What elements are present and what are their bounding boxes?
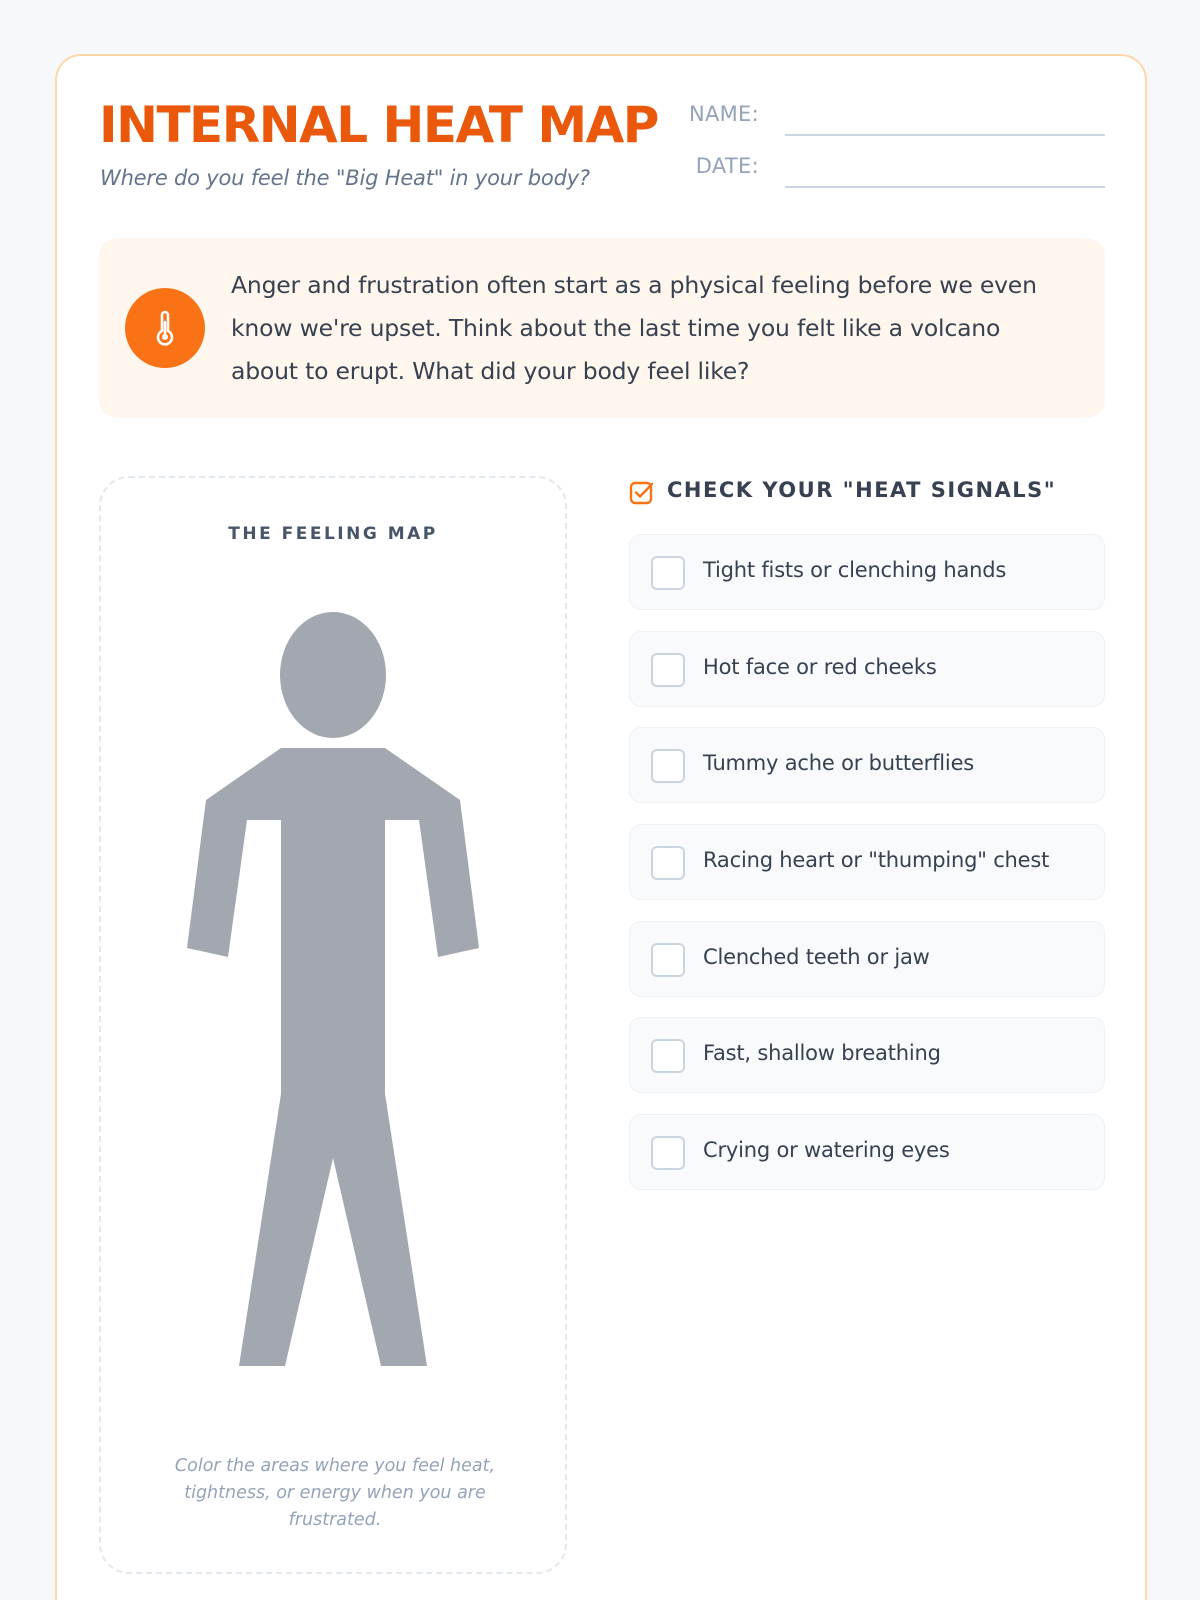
checklist-item-label: Racing heart or "thumping" chest bbox=[703, 848, 1050, 873]
checklist-item[interactable] bbox=[629, 824, 1105, 900]
checklist-heading-text: CHECK YOUR "HEAT SIGNALS" bbox=[667, 478, 1057, 502]
name-label: NAME: bbox=[688, 102, 759, 126]
checklist-item-label: Clenched teeth or jaw bbox=[703, 944, 930, 969]
checklist-item[interactable] bbox=[629, 631, 1105, 707]
checkbox[interactable] bbox=[651, 846, 685, 880]
feeling-map-caption: Color the areas where you feel heat, tightness, or energy when you are frustrated. bbox=[174, 1456, 496, 1530]
checkbox[interactable] bbox=[651, 1039, 685, 1073]
checkbox[interactable] bbox=[651, 1136, 685, 1170]
checklist-item-label: Tummy ache or butterflies bbox=[703, 751, 975, 776]
checklist-item-label: Tight fists or clenching hands bbox=[703, 558, 1007, 582]
checklist-item-label: Crying or watering eyes bbox=[703, 1138, 950, 1163]
worksheet bbox=[55, 54, 1147, 1600]
thermometer-icon-badge bbox=[125, 288, 205, 368]
feeling-map-panel bbox=[99, 476, 567, 1574]
page-subtitle: Where do you feel the "Big Heat" in your body? bbox=[100, 166, 590, 190]
checklist-item[interactable] bbox=[629, 727, 1105, 803]
figure-body bbox=[187, 748, 479, 1366]
checklist-item-label: Fast, shallow breathing bbox=[703, 1041, 941, 1066]
checkbox-checked-icon bbox=[629, 480, 655, 506]
checkbox[interactable] bbox=[651, 653, 685, 687]
date-label: DATE: bbox=[695, 154, 759, 178]
checklist-item[interactable] bbox=[629, 1017, 1105, 1093]
checkbox[interactable] bbox=[651, 556, 685, 590]
thermometer-icon bbox=[145, 308, 185, 348]
checklist-heading bbox=[629, 478, 1109, 508]
checklist-item[interactable] bbox=[629, 534, 1105, 610]
page-title: INTERNAL HEAT MAP bbox=[99, 96, 658, 154]
checkbox[interactable] bbox=[651, 943, 685, 977]
checkbox[interactable] bbox=[651, 749, 685, 783]
heat-signals-checklist bbox=[629, 534, 1105, 1211]
checklist-item[interactable] bbox=[629, 921, 1105, 997]
feeling-map-title: THE FEELING MAP bbox=[228, 524, 438, 544]
body-outline-figure[interactable] bbox=[101, 478, 569, 1576]
name-underline bbox=[785, 134, 1105, 136]
figure-head bbox=[280, 612, 386, 738]
checklist-item[interactable] bbox=[629, 1114, 1105, 1190]
intro-callout bbox=[99, 238, 1105, 418]
date-underline bbox=[785, 186, 1105, 188]
checklist-item-label: Hot face or red cheeks bbox=[703, 654, 937, 679]
intro-text: Anger and frustration often start as a physical feeling before we even know we're upset. Think about the last time you felt like a volcano about to erupt. What did your body feel like? bbox=[231, 271, 1037, 385]
